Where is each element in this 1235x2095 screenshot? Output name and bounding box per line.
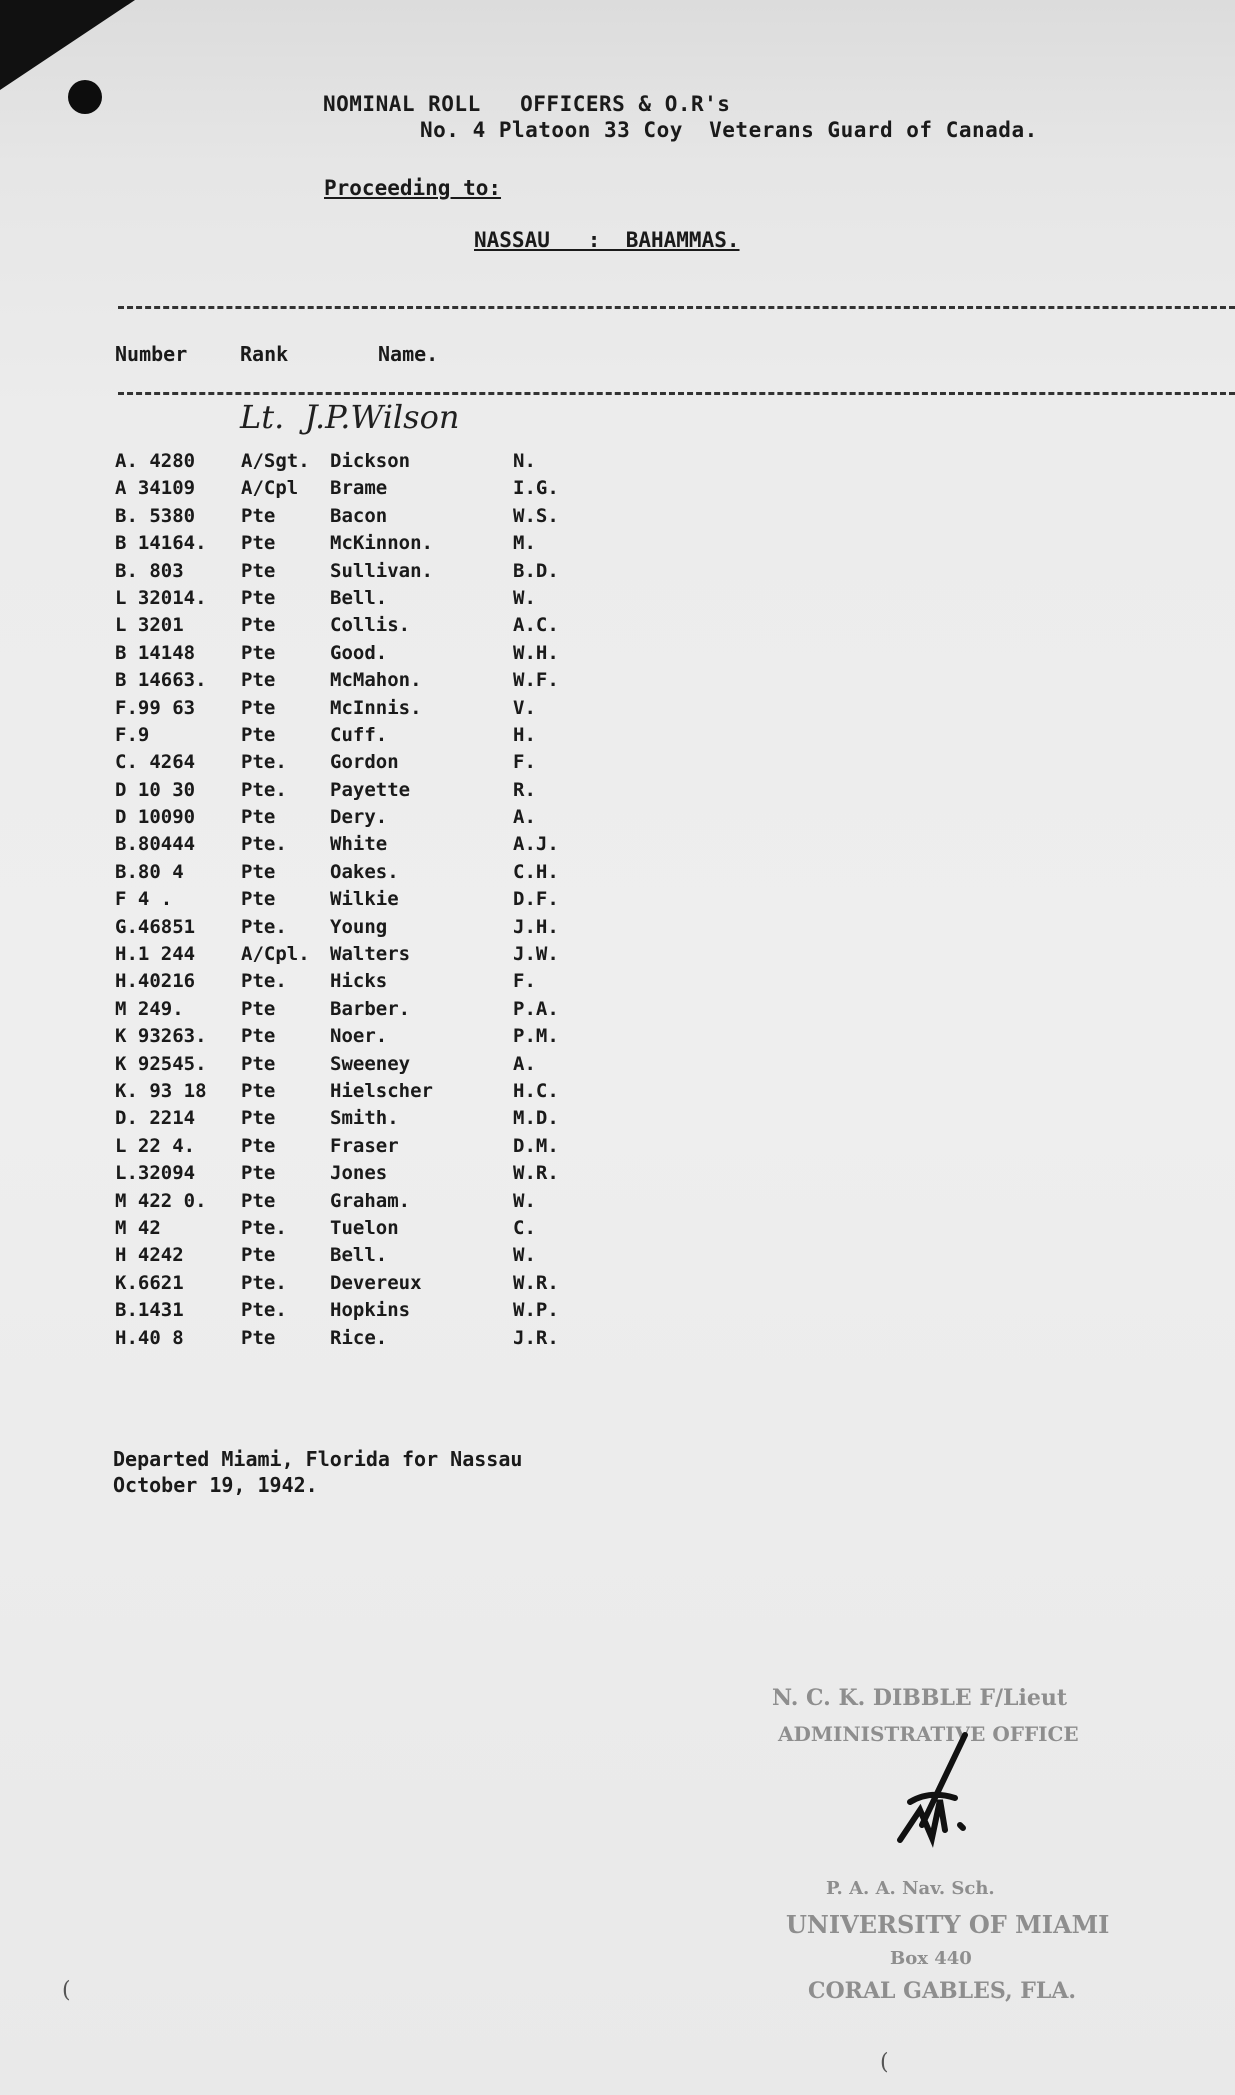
roster-row: [115, 970, 615, 997]
rank: Pte: [241, 504, 276, 527]
roster-row: [115, 614, 615, 641]
initials: N.: [513, 450, 536, 472]
rank: Pte.: [241, 915, 287, 938]
surname: Bell.: [330, 586, 388, 609]
initials: F.: [513, 970, 536, 993]
rank: Pte: [241, 641, 276, 664]
rank: Pte.: [241, 751, 287, 774]
initials: C.: [513, 1216, 536, 1239]
surname: White: [330, 833, 388, 856]
initials: W.F.: [513, 669, 559, 692]
initials: A.J.: [513, 833, 559, 856]
signature-mark: [860, 1730, 990, 1870]
rank: Pte: [241, 1107, 276, 1130]
title-line-1: NOMINAL ROLL OFFICERS & O.R's: [323, 92, 731, 116]
rank: Pte: [241, 559, 276, 582]
service-number: B. 803: [115, 559, 184, 582]
surname: McMahon.: [330, 669, 422, 692]
surname: Gordon: [330, 751, 399, 774]
roster-row: [115, 806, 615, 833]
roster-row: [115, 751, 615, 778]
service-number: B. 5380: [115, 504, 196, 527]
surname: Hopkins: [330, 1299, 411, 1322]
service-number: H 4242: [115, 1244, 184, 1267]
stamp-office: ADMINISTRATIVE OFFICE: [778, 1722, 1079, 1746]
service-number: B 14148: [115, 641, 196, 664]
service-number: K. 93 18: [115, 1079, 207, 1102]
stamp-box: Box 440: [890, 1948, 972, 1969]
header-rule: [118, 392, 1235, 395]
surname: McInnis.: [330, 696, 422, 719]
initials: J.W.: [513, 943, 559, 966]
service-number: B 14663.: [115, 669, 207, 692]
initials: D.F.: [513, 888, 559, 911]
roster-row: [115, 477, 615, 504]
rank: Pte.: [241, 1271, 287, 1294]
initials: F.: [513, 751, 536, 774]
top-rule: [118, 306, 1235, 309]
surname: Hicks: [330, 970, 388, 993]
surname: Rice.: [330, 1326, 388, 1349]
departure-line-2: October 19, 1942.: [113, 1473, 318, 1497]
roster-row: [115, 998, 615, 1025]
service-number: A. 4280: [115, 450, 196, 472]
nominal-roll-list: [115, 450, 615, 1354]
service-number: L 22 4.: [115, 1134, 196, 1157]
surname: Graham.: [330, 1189, 411, 1212]
service-number: F.99 63: [115, 696, 196, 719]
service-number: F 4 .: [115, 888, 173, 911]
surname: Bell.: [330, 1244, 388, 1267]
initials: W.R.: [513, 1162, 559, 1185]
service-number: H.40 8: [115, 1326, 184, 1349]
rank: Pte: [241, 860, 276, 883]
initials: W.: [513, 1189, 536, 1212]
rank: A/Cpl.: [241, 943, 310, 966]
proceeding-label: Proceeding to:: [324, 176, 502, 200]
surname: Collis.: [330, 614, 411, 637]
surname: Cuff.: [330, 723, 388, 746]
surname: Dery.: [330, 806, 388, 829]
surname: Wilkie: [330, 888, 399, 911]
roster-row: [115, 916, 615, 943]
stamp-city: CORAL GABLES, FLA.: [808, 1978, 1077, 2004]
surname: Good.: [330, 641, 388, 664]
service-number: D. 2214: [115, 1107, 196, 1130]
service-number: H.40216: [115, 970, 196, 993]
rank: Pte: [241, 997, 276, 1020]
surname: Young: [330, 915, 388, 938]
initials: J.H.: [513, 915, 559, 938]
rank: Pte: [241, 723, 276, 746]
stamp-officer-name: N. C. K. DIBBLE F/Lieut: [772, 1685, 1067, 1711]
rank: Pte: [241, 806, 276, 829]
surname: Fraser: [330, 1134, 399, 1157]
roster-row: [115, 1217, 615, 1244]
departure-line-1: Departed Miami, Florida for Nassau: [113, 1447, 523, 1471]
initials: A.: [513, 806, 536, 829]
service-number: H.1 244: [115, 943, 196, 966]
service-number: F.9: [115, 723, 150, 746]
rank: Pte: [241, 696, 276, 719]
rank: Pte: [241, 1189, 276, 1212]
roster-row: [115, 1053, 615, 1080]
initials: D.M.: [513, 1134, 559, 1157]
surname: Smith.: [330, 1107, 399, 1130]
surname: Dickson: [330, 450, 411, 472]
roster-row: [115, 1080, 615, 1107]
service-number: M 249.: [115, 997, 184, 1020]
surname: Jones: [330, 1162, 388, 1185]
surname: Hielscher: [330, 1079, 433, 1102]
roster-row: [115, 669, 615, 696]
service-number: M 422 0.: [115, 1189, 207, 1212]
margin-mark: (: [880, 2050, 889, 2075]
surname: McKinnon.: [330, 532, 433, 555]
initials: W.: [513, 586, 536, 609]
service-number: B.1431: [115, 1299, 184, 1322]
rank: Pte.: [241, 778, 287, 801]
rank: Pte.: [241, 1299, 287, 1322]
rank: Pte: [241, 1025, 276, 1048]
surname: Barber.: [330, 997, 411, 1020]
service-number: B.80 4: [115, 860, 184, 883]
rank: Pte: [241, 586, 276, 609]
initials: P.A.: [513, 997, 559, 1020]
initials: J.R.: [513, 1326, 559, 1349]
initials: B.D.: [513, 559, 559, 582]
service-number: L 3201: [115, 614, 184, 637]
surname: Oakes.: [330, 860, 399, 883]
roster-row: [115, 450, 615, 477]
initials: W.P.: [513, 1299, 559, 1322]
initials: M.: [513, 532, 536, 555]
torn-corner: [0, 0, 135, 90]
initials: R.: [513, 778, 536, 801]
destination: NASSAU : BAHAMMAS.: [474, 228, 740, 252]
initials: P.M.: [513, 1025, 559, 1048]
roster-row: [115, 1162, 615, 1189]
surname: Sullivan.: [330, 559, 433, 582]
roster-row: [115, 560, 615, 587]
surname: Payette: [330, 778, 411, 801]
service-number: K 92545.: [115, 1052, 207, 1075]
rank: Pte: [241, 1079, 276, 1102]
column-header-rank: Rank: [240, 342, 289, 366]
rank: Pte: [241, 1134, 276, 1157]
roster-row: [115, 1327, 615, 1354]
punch-hole: [68, 80, 102, 114]
surname: Noer.: [330, 1025, 388, 1048]
officer-handwritten-entry: Lt. J.P.Wilson: [240, 398, 460, 436]
surname: Devereux: [330, 1271, 422, 1294]
service-number: K 93263.: [115, 1025, 207, 1048]
rank: Pte.: [241, 970, 287, 993]
roster-row: [115, 532, 615, 559]
roster-row: [115, 833, 615, 860]
surname: Bacon: [330, 504, 388, 527]
service-number: L.32094: [115, 1162, 196, 1185]
roster-row: [115, 587, 615, 614]
column-header-name: Name.: [378, 342, 439, 366]
roster-row: [115, 697, 615, 724]
initials: A.C.: [513, 614, 559, 637]
margin-mark: (: [62, 1978, 71, 2003]
initials: W.H.: [513, 641, 559, 664]
column-header-number: Number: [115, 342, 188, 366]
service-number: C. 4264: [115, 751, 196, 774]
roster-row: [115, 1244, 615, 1271]
roster-row: [115, 642, 615, 669]
roster-row: [115, 505, 615, 532]
rank: Pte: [241, 614, 276, 637]
roster-row: [115, 1107, 615, 1134]
roster-row: [115, 779, 615, 806]
initials: W.S.: [513, 504, 559, 527]
rank: Pte: [241, 669, 276, 692]
rank: Pte.: [241, 1216, 287, 1239]
departure-note: [113, 1446, 522, 1498]
roster-row: [115, 861, 615, 888]
rank: Pte: [241, 1244, 276, 1267]
service-number: M 42: [115, 1216, 161, 1239]
rank: Pte: [241, 532, 276, 555]
rank: A/Sgt.: [241, 450, 310, 472]
service-number: D 10090: [115, 806, 196, 829]
roster-row: [115, 1272, 615, 1299]
roster-row: [115, 943, 615, 970]
initials: I.G.: [513, 477, 559, 500]
initials: A.: [513, 1052, 536, 1075]
rank: Pte: [241, 888, 276, 911]
roster-row: [115, 1025, 615, 1052]
initials: H.C.: [513, 1079, 559, 1102]
surname: Walters: [330, 943, 411, 966]
rank: A/Cpl: [241, 477, 299, 500]
stamp-university: UNIVERSITY OF MIAMI: [786, 1910, 1110, 1939]
initials: C.H.: [513, 860, 559, 883]
initials: H.: [513, 723, 536, 746]
rank: Pte: [241, 1052, 276, 1075]
service-number: B 14164.: [115, 532, 207, 555]
surname: Tuelon: [330, 1216, 399, 1239]
roster-row: [115, 724, 615, 751]
initials: W.R.: [513, 1271, 559, 1294]
stamp-school: P. A. A. Nav. Sch.: [826, 1878, 995, 1899]
initials: W.: [513, 1244, 536, 1267]
rank: Pte.: [241, 833, 287, 856]
service-number: K.6621: [115, 1271, 184, 1294]
surname: Brame: [330, 477, 388, 500]
roster-row: [115, 1299, 615, 1326]
service-number: D 10 30: [115, 778, 196, 801]
rank: Pte: [241, 1326, 276, 1349]
rank: Pte: [241, 1162, 276, 1185]
roster-row: [115, 888, 615, 915]
roster-row: [115, 1135, 615, 1162]
service-number: B.80444: [115, 833, 196, 856]
service-number: G.46851: [115, 915, 196, 938]
surname: Sweeney: [330, 1052, 411, 1075]
initials: M.D.: [513, 1107, 559, 1130]
title-line-2: No. 4 Platoon 33 Coy Veterans Guard of Canada.: [420, 118, 1038, 142]
service-number: L 32014.: [115, 586, 207, 609]
initials: V.: [513, 696, 536, 719]
roster-row: [115, 1190, 615, 1217]
service-number: A 34109: [115, 477, 196, 500]
